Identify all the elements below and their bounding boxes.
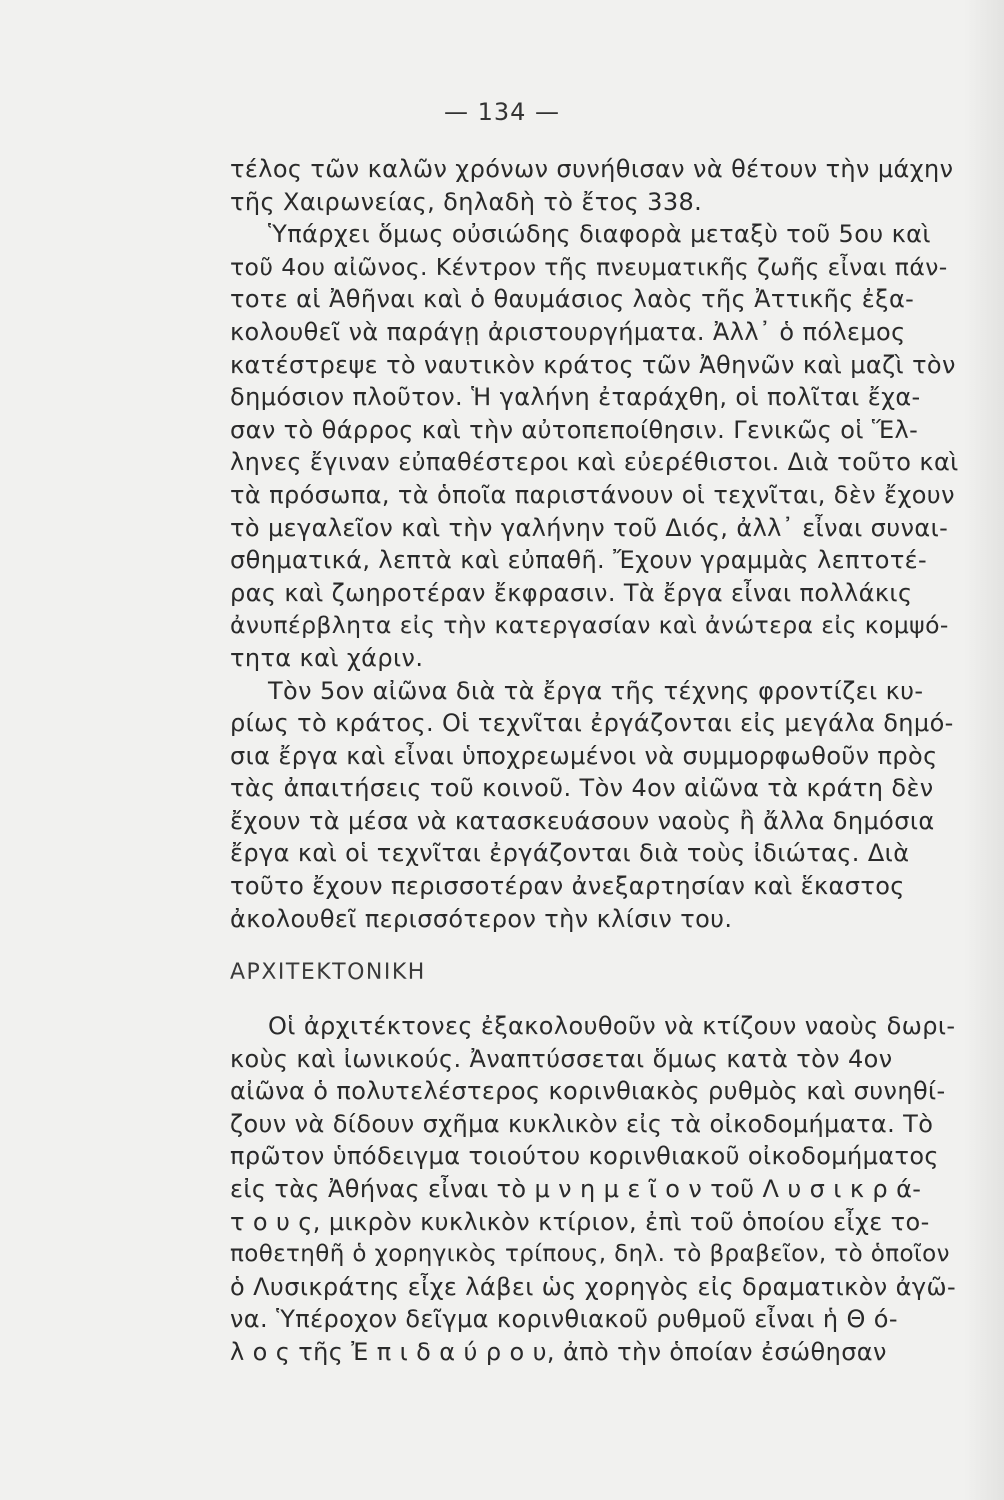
- text-line: πρῶτον ὑπόδειγμα τοιούτου κορινθιακοῦ οἰκοδομήματος: [230, 1142, 939, 1171]
- text-line: ζουν νὰ δίδουν σχῆμα κυκλικὸν εἰς τὰ οἰκοδομήματα. Τὸ: [230, 1109, 934, 1138]
- text-line: τὸ μεγαλεῖον καὶ τὴν γαλήνην τοῦ Διός, ἀλλ᾽ εἶναι συναι-: [230, 513, 949, 542]
- text-line: τοῦ 4ου αἰῶνος. Κέντρον τῆς πνευματικῆς ζωῆς εἶναι πάν-: [230, 252, 948, 281]
- paragraph-start-line: Τὸν 5ον αἰῶνα διὰ τὰ ἔργα τῆς τέχνης φροντίζει κυ-: [268, 676, 924, 705]
- text-line: ἔργα καὶ οἱ τεχνῖται ἐργάζονται διὰ τοὺς ἰδιώτας. Διὰ: [230, 839, 910, 868]
- text-line: τοῦτο ἔχουν περισσοτέραν ἀνεξαρτησίαν καὶ ἕκαστος: [230, 872, 905, 901]
- text-line: τέλος τῶν καλῶν χρόνων συνήθισαν νὰ θέτουν τὴν μάχην: [230, 155, 954, 183]
- text-line: ρας καὶ ζωηροτέραν ἔκφρασιν. Τὰ ἔργα εἶναι πολλάκις: [230, 578, 913, 607]
- text-line: τητα καὶ χάριν.: [230, 643, 424, 672]
- text-line: σαν τὸ θάρρος καὶ τὴν αὐτοπεποίθησιν. Γενικῶς οἱ Ἕλ-: [230, 415, 919, 444]
- body-text-section-1: [230, 153, 960, 935]
- text-line: κοὺς καὶ ἰωνικούς. Ἀναπτύσσεται ὅμως κατὰ τὸν 4ον: [230, 1044, 893, 1073]
- text-line: ὁ Λυσικράτης εἶχε λάβει ὡς χορηγὸς εἰς δραματικὸν ἀγῶ-: [230, 1272, 957, 1301]
- text-line: ποθετηθῆ ὁ χορηγικὸς τρίπους, δηλ. τὸ βραβεῖον, τὸ ὁποῖον: [230, 1241, 950, 1268]
- text-line: σια ἔργα καὶ εἶναι ὑποχρεωμένοι νὰ συμμορφωθοῦν πρὸς: [230, 741, 938, 770]
- text-line: ρίως τὸ κράτος. Οἱ τεχνῖται ἐργάζονται εἰς μεγάλα δημό-: [230, 709, 954, 738]
- text-line: τῆς Χαιρωνείας, δηλαδὴ τὸ ἔτος 338.: [230, 187, 703, 216]
- paragraph-start-line: Ὑπάρχει ὅμως οὐσιώδης διαφορὰ μεταξὺ τοῦ 5ου καὶ: [268, 220, 931, 249]
- text-line: ἀκολουθεῖ περισσότερον τὴν κλίσιν του.: [230, 904, 733, 933]
- page-number: — 134 —: [443, 98, 561, 126]
- section-heading: ΑΡΧΙΤΕΚΤΟΝΙΚΗ: [230, 960, 426, 985]
- paragraph-start-line: Οἱ ἀρχιτέκτονες ἐξακολουθοῦν νὰ κτίζουν ναοὺς δωρι-: [268, 1012, 956, 1040]
- text-line: κολουθεῖ νὰ παράγῃ ἀριστουργήματα. Ἀλλ᾽ ὁ πόλεμος: [230, 317, 906, 346]
- text-line: ἀνυπέρβλητα εἰς τὴν κατεργασίαν καὶ ἀνώτερα εἰς κομψό-: [230, 611, 949, 640]
- page-edge-shadow: [964, 0, 1004, 1500]
- text-line: αἰῶνα ὁ πολυτελέστερος κορινθιακὸς ρυθμὸς καὶ συνηθί-: [230, 1077, 946, 1106]
- text-line: να. Ὑπέροχον δεῖγμα κορινθιακοῦ ρυθμοῦ εἶναι ἡ Θ ό-: [230, 1305, 898, 1334]
- text-line: τὰς ἀπαιτήσεις τοῦ κοινοῦ. Τὸν 4ον αἰῶνα τὰ κράτη δὲν: [230, 774, 934, 803]
- text-line: λ ο ς τῆς Ἐ π ι δ α ύ ρ ο υ, ἀπὸ τὴν ὁποίαν ἐσώθησαν: [230, 1337, 887, 1366]
- text-line: σθηματικά, λεπτὰ καὶ εὐπαθῆ. Ἔχουν γραμμὰς λεπτοτέ-: [230, 546, 928, 575]
- text-line: τὰ πρόσωπα, τὰ ὁποῖα παριστάνουν οἱ τεχνῖται, δὲν ἔχουν: [230, 480, 955, 509]
- body-text-section-2: [230, 1010, 960, 1369]
- text-line: τ ο υ ς, μικρὸν κυκλικὸν κτίριον, ἐπὶ τοῦ ὁποίου εἶχε το-: [230, 1207, 930, 1236]
- text-line: κατέστρεψε τὸ ναυτικὸν κράτος τῶν Ἀθηνῶν καὶ μαζὶ τὸν: [230, 350, 956, 379]
- text-line: ληνες ἔγιναν εὐπαθέστεροι καὶ εὐερέθιστοι. Διὰ τοῦτο καὶ: [230, 448, 959, 477]
- text-line: τοτε αἱ Ἀθῆναι καὶ ὁ θαυμάσιος λαὸς τῆς Ἀττικῆς ἐξα-: [230, 285, 915, 314]
- text-line: ἔχουν τὰ μέσα νὰ κατασκευάσουν ναοὺς ἢ ἄλλα δημόσια: [230, 806, 935, 835]
- text-line: εἰς τὰς Ἀθήνας εἶναι τὸ μ ν η μ ε ῖ ο ν τοῦ Λ υ σ ι κ ρ ά-: [230, 1174, 922, 1203]
- text-line: δημόσιον πλοῦτον. Ἡ γαλήνη ἐταράχθη, οἱ πολῖται ἔχα-: [230, 383, 921, 412]
